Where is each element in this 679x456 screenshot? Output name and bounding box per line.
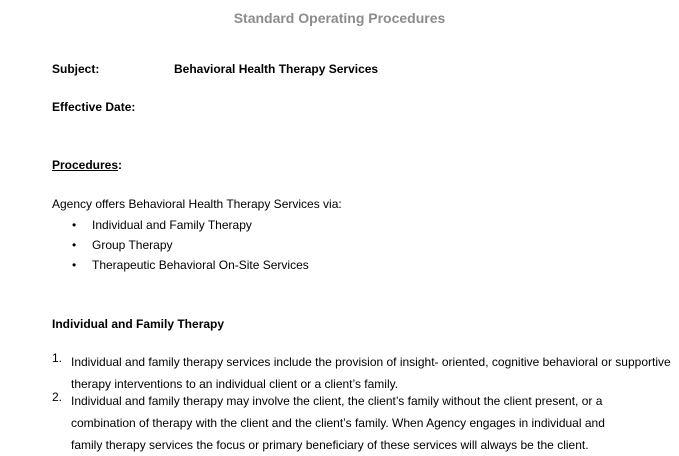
service-item-label: Therapeutic Behavioral On-Site Services (92, 258, 309, 272)
procedures-heading (52, 158, 122, 172)
text-line: therapy interventions to an individual client or a client’s family. (71, 377, 399, 391)
bullet-icon: • (72, 218, 77, 232)
procedures-heading-colon: : (118, 158, 123, 172)
procedures-heading-text: Procedures (52, 158, 119, 172)
list-item (72, 218, 252, 232)
list-item (72, 258, 309, 272)
subject-label: Subject: (52, 62, 100, 76)
item-number: 1. (52, 351, 63, 365)
bullet-icon: • (72, 238, 77, 252)
intro-paragraph: Agency offers Behavioral Health Therapy Services via: (52, 197, 342, 211)
list-item (72, 238, 173, 252)
item-text (71, 351, 671, 395)
item-number: 2. (52, 390, 63, 404)
service-item-label: Individual and Family Therapy (92, 218, 252, 232)
text-line: Individual and family therapy may involve the client, the client’s family without the client present, or a (71, 394, 603, 408)
item-text (71, 390, 652, 456)
service-item-label: Group Therapy (92, 238, 173, 252)
numbered-item (52, 351, 671, 395)
effective-date-label: Effective Date: (52, 100, 136, 114)
section-heading: Individual and Family Therapy (52, 317, 225, 331)
bullet-icon: • (72, 258, 77, 272)
document-title: Standard Operating Procedures (233, 10, 446, 26)
text-line: Individual and family therapy services include the provision of insight- oriented, cognitive behavioral or supportive (71, 355, 671, 369)
subject-value: Behavioral Health Therapy Services (174, 62, 379, 76)
text-line: family therapy services the focus or primary beneficiary of these services will always be the client. (71, 438, 589, 452)
numbered-item (52, 390, 652, 456)
text-line: combination of therapy with the client and the client’s family. When Agency engages in individual and (71, 416, 605, 430)
